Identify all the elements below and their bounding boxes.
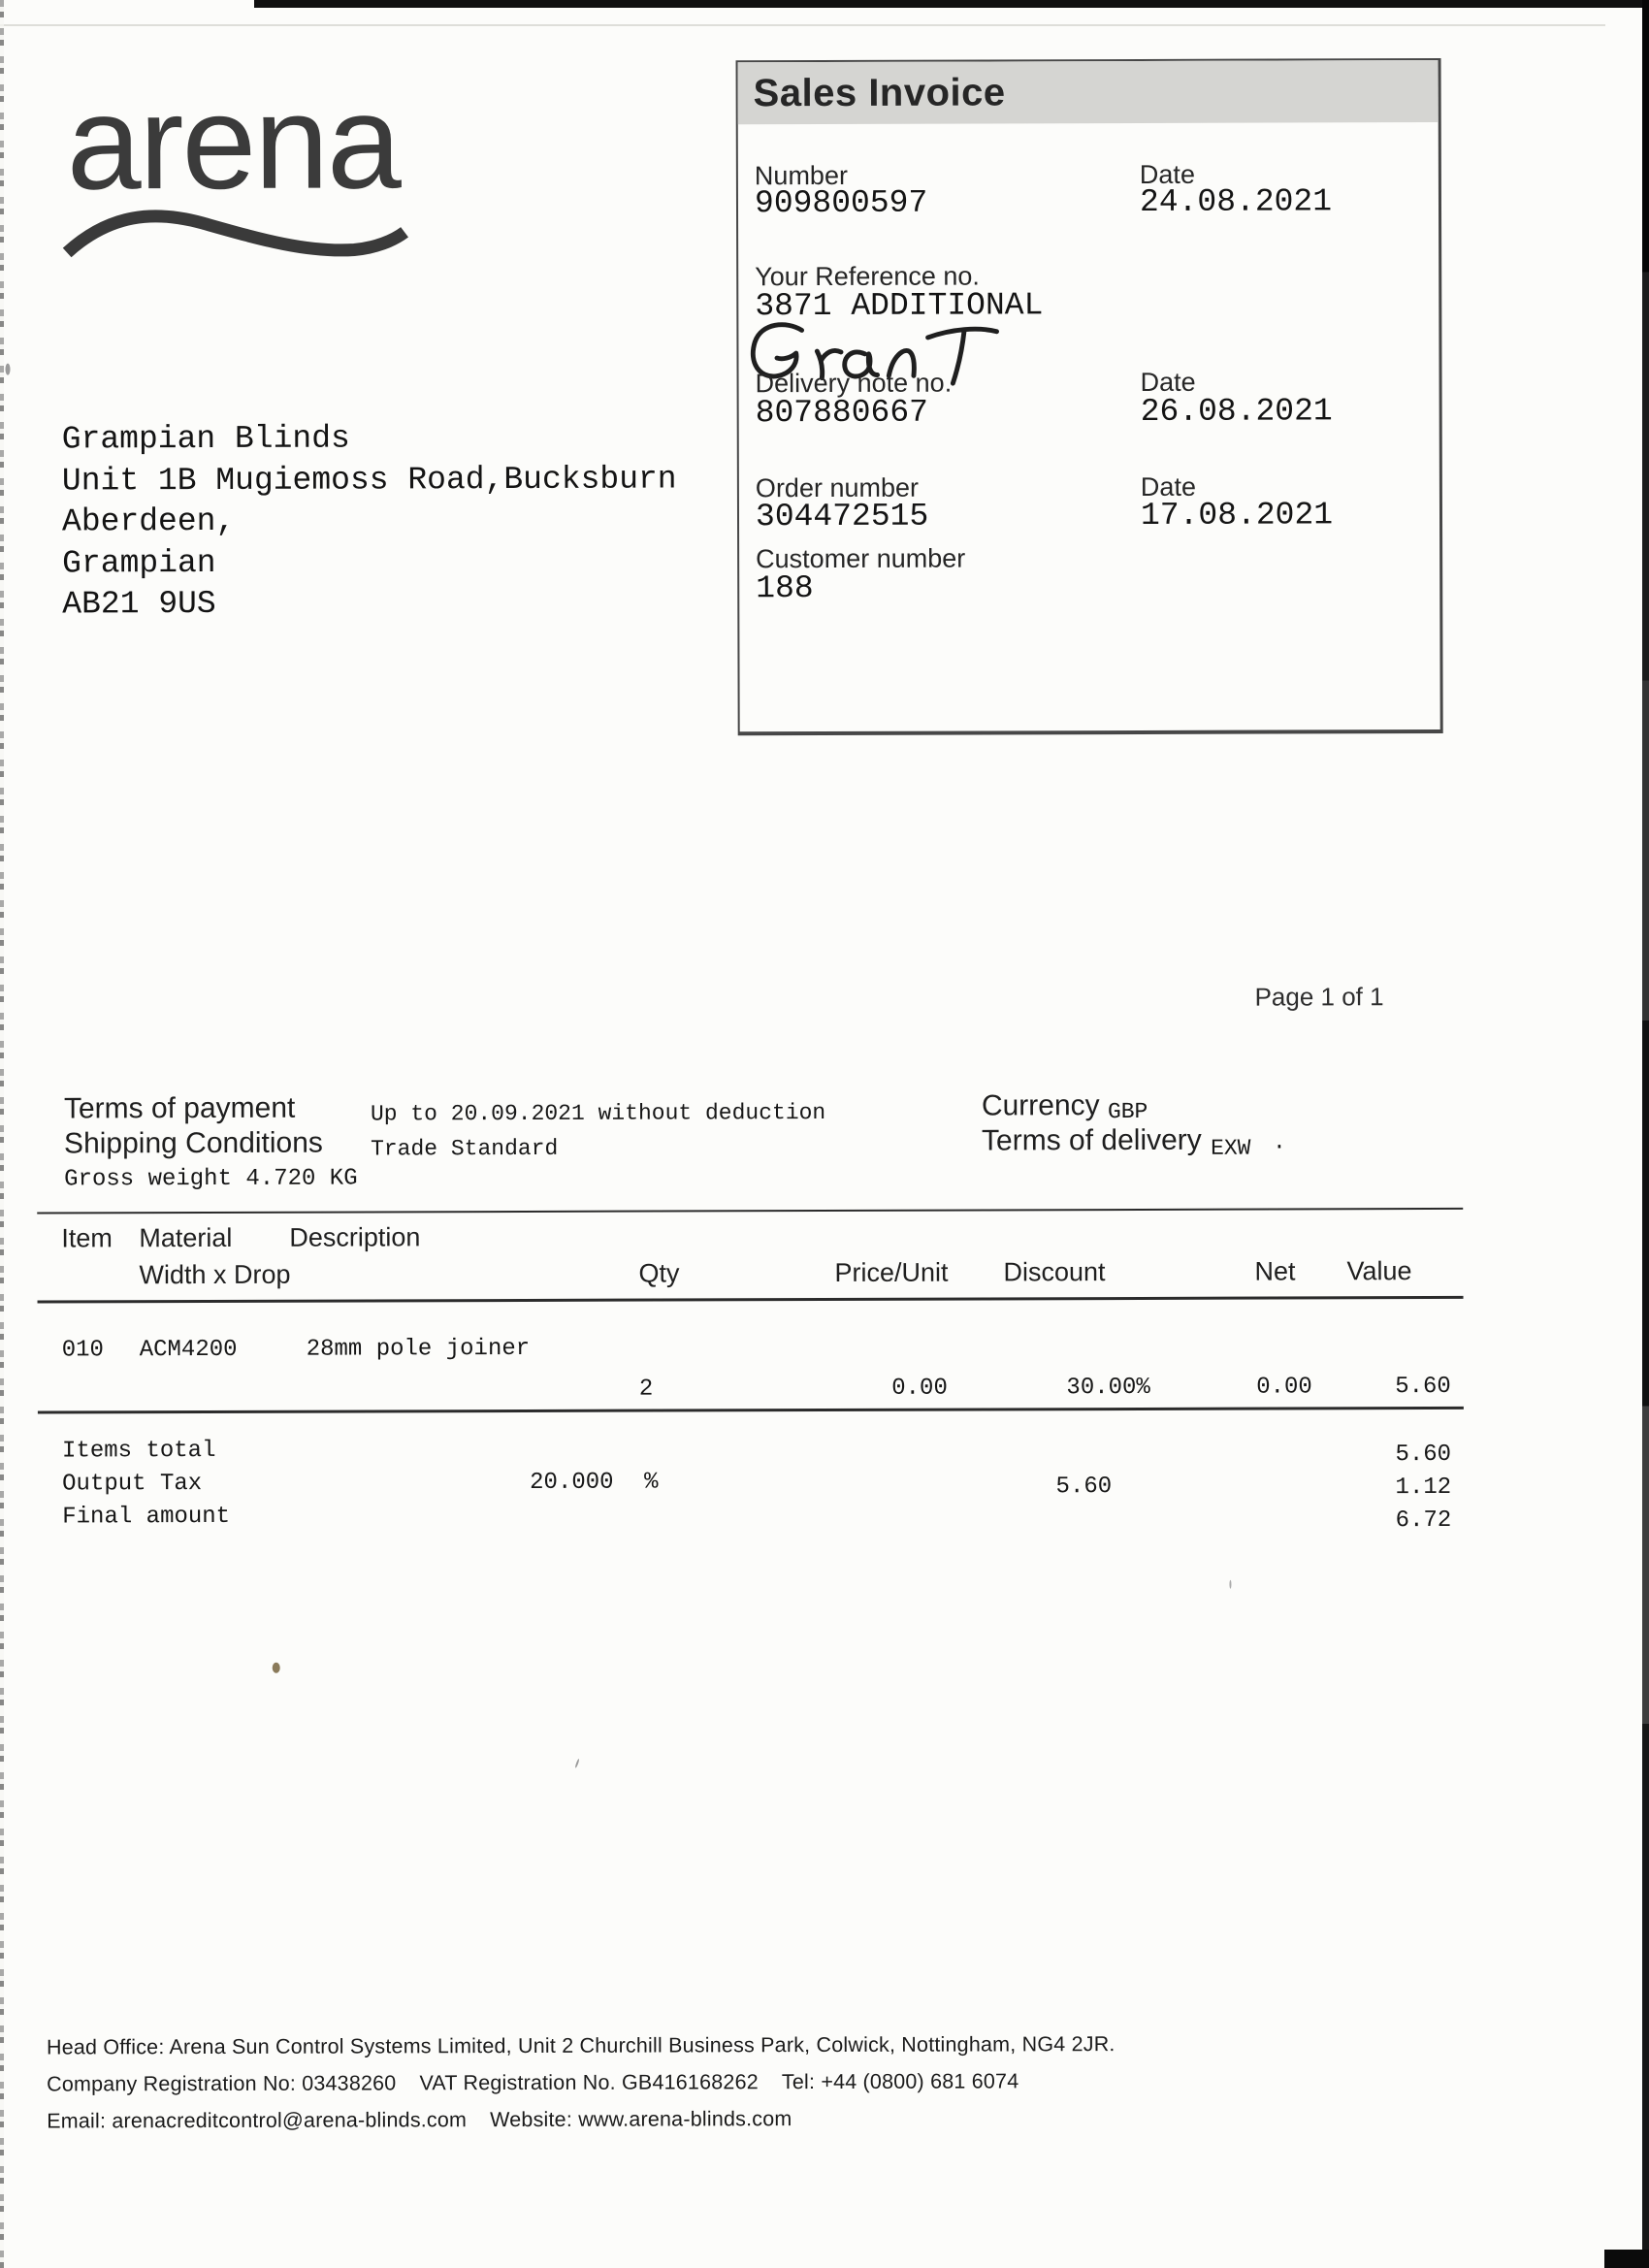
invoice-number-value: 909800597 xyxy=(754,184,928,222)
shipping-conditions-label: Shipping Conditions xyxy=(63,1126,323,1160)
address-line: Unit 1B Mugiemoss Road,Bucksburn xyxy=(61,460,677,499)
order-date-value: 17.08.2021 xyxy=(1140,497,1334,534)
delivery-date-label: Date xyxy=(1140,367,1196,397)
currency-label: Currency xyxy=(981,1089,1100,1122)
order-number-label: Order number xyxy=(755,472,920,503)
customer-number-label: Customer number xyxy=(756,543,966,574)
col-header-width-drop: Width x Drop xyxy=(139,1259,291,1290)
scan-edge-left xyxy=(0,0,4,2268)
terms-of-payment-label: Terms of payment xyxy=(63,1091,296,1125)
footer-registration xyxy=(47,2069,1018,2096)
footer-contact xyxy=(47,2107,792,2133)
invoice-date-value: 24.08.2021 xyxy=(1139,183,1333,220)
col-header-item: Item xyxy=(61,1223,113,1253)
number-label: Number xyxy=(754,160,848,191)
table-rule-top xyxy=(37,1208,1463,1215)
panel-title-bar xyxy=(738,60,1439,124)
output-tax-label: Output Tax xyxy=(62,1471,203,1498)
arena-logo-wordmark: arena xyxy=(66,67,400,218)
row-description: 28mm pole joiner xyxy=(306,1335,531,1363)
scan-corner-mark xyxy=(1604,2250,1649,2268)
table-rule-header xyxy=(38,1296,1464,1304)
shipping-conditions-value: Trade Standard xyxy=(371,1135,559,1162)
row-item-no: 010 xyxy=(61,1337,104,1364)
items-total-label: Items total xyxy=(61,1437,216,1465)
col-header-qty: Qty xyxy=(638,1258,680,1288)
footer-email: Email: arenacreditcontrol@arena-blinds.com xyxy=(47,2108,468,2133)
footer-company-reg: Company Registration No: 03438260 xyxy=(47,2071,397,2096)
output-tax-value: 1.12 xyxy=(1395,1474,1452,1502)
row-net: 0.00 xyxy=(1256,1374,1312,1401)
delivery-date-value: 26.08.2021 xyxy=(1140,393,1333,430)
scan-speck xyxy=(1229,1580,1231,1589)
row-material: ACM4200 xyxy=(139,1336,238,1364)
final-amount-value: 6.72 xyxy=(1395,1507,1452,1535)
terms-of-delivery-label: Terms of delivery xyxy=(981,1123,1202,1157)
address-line: Grampian xyxy=(62,544,216,581)
row-value: 5.60 xyxy=(1395,1373,1451,1401)
invoice-date-label: Date xyxy=(1139,159,1195,189)
scan-speck xyxy=(574,1759,579,1768)
footer-tel: Tel: +44 (0800) 681 6074 xyxy=(781,2069,1019,2094)
delivery-note-value: 807880667 xyxy=(755,394,928,432)
order-date-label: Date xyxy=(1140,471,1196,502)
footer-vat-reg: VAT Registration No. GB416168262 xyxy=(419,2070,759,2095)
customer-number-value: 188 xyxy=(756,570,814,607)
footer-head-office: Head Office: Arena Sun Control Systems Limited, Unit 2 Churchill Business Park, Colwick, Nottingham, NG4 2JR. xyxy=(46,2032,1116,2059)
row-price-unit: 0.00 xyxy=(891,1375,948,1402)
col-header-description: Description xyxy=(289,1222,421,1252)
final-amount-label: Final amount xyxy=(62,1503,231,1531)
items-total-value: 5.60 xyxy=(1395,1441,1452,1469)
address-line: Aberdeen, xyxy=(61,502,236,540)
scan-speck xyxy=(273,1663,280,1673)
col-header-discount: Discount xyxy=(1003,1257,1106,1287)
page-indicator: Page 1 of 1 xyxy=(1254,982,1384,1012)
scan-edge-top xyxy=(254,0,1649,8)
gross-weight: Gross weight 4.720 KG xyxy=(64,1165,358,1193)
order-number-value: 304472515 xyxy=(755,498,929,535)
col-header-price-unit: Price/Unit xyxy=(834,1257,949,1287)
output-tax-base: 5.60 xyxy=(1055,1474,1113,1501)
address-line: AB21 9US xyxy=(62,585,216,623)
output-tax-percent-sign: % xyxy=(644,1469,659,1496)
footer-website: Website: www.arena-blinds.com xyxy=(490,2107,792,2132)
row-qty: 2 xyxy=(638,1376,654,1403)
col-header-net: Net xyxy=(1254,1256,1296,1286)
sales-invoice-panel xyxy=(736,58,1443,735)
terms-of-delivery-value: EXW xyxy=(1211,1135,1251,1161)
col-header-material: Material xyxy=(139,1222,233,1253)
scan-faint-line xyxy=(0,24,1605,26)
col-header-value: Value xyxy=(1346,1256,1412,1286)
address-line: Grampian Blinds xyxy=(61,420,350,458)
scan-speck xyxy=(6,364,11,375)
invoice-title: Sales Invoice xyxy=(753,71,1006,115)
table-rule-bottom xyxy=(38,1407,1464,1414)
currency-value: GBP xyxy=(1107,1098,1148,1125)
arena-logo-swoosh-icon xyxy=(61,205,410,260)
delivery-note-label: Delivery note no. xyxy=(755,368,953,399)
reference-value: 3871 ADDITIONAL xyxy=(755,287,1044,325)
terms-of-payment-value: Up to 20.09.2021 without deduction xyxy=(370,1099,826,1127)
scan-edge-right xyxy=(1642,0,1649,2268)
output-tax-rate: 20.000 xyxy=(530,1469,614,1496)
row-discount: 30.00% xyxy=(1066,1374,1150,1402)
reference-label: Your Reference no. xyxy=(755,261,980,292)
recipient-address xyxy=(62,417,677,625)
terms-of-delivery-suffix: . xyxy=(1272,1129,1286,1155)
